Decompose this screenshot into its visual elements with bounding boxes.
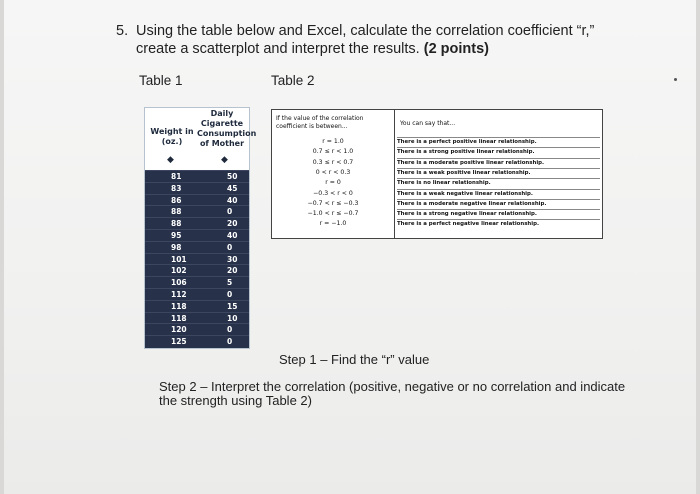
consumption-cell: 10 xyxy=(227,313,238,323)
weight-cell: 101 xyxy=(171,254,187,264)
table1-row xyxy=(145,253,249,265)
consumption-cell: 40 xyxy=(227,231,238,240)
weight-cell: 88 xyxy=(171,219,182,229)
condition-cell: r = 0 xyxy=(325,179,341,187)
consumption-cell: 0 xyxy=(227,325,233,335)
weight-cell: 95 xyxy=(171,231,182,240)
interpretation-cell: There is a weak negative linear relationship. xyxy=(397,189,600,199)
table1-row xyxy=(145,288,249,300)
table1-col1-header: Weight in (oz.) xyxy=(150,127,194,146)
interpretation-cell: There is a strong negative linear relationship. xyxy=(397,209,600,219)
weight-cell: 106 xyxy=(171,278,187,288)
step2-text xyxy=(159,379,626,408)
condition-cell: r = 1.0 xyxy=(322,138,344,145)
question-points: (2 points) xyxy=(423,41,489,57)
consumption-cell: 0 xyxy=(227,337,233,347)
consumption-cell: 40 xyxy=(227,195,238,205)
consumption-cell: 0 xyxy=(227,290,233,299)
weight-cell: 112 xyxy=(171,290,187,299)
weight-cell: 102 xyxy=(171,266,187,276)
table1-row xyxy=(145,300,249,312)
table1-col2-header: Daily Cigarette Consumption of Mother xyxy=(197,109,257,148)
table1-row xyxy=(145,264,249,276)
consumption-cell: 50 xyxy=(227,172,238,181)
weight-cell: 120 xyxy=(171,325,187,335)
consumption-cell: 30 xyxy=(227,254,238,264)
consumption-cell: 20 xyxy=(227,219,238,229)
table1-row xyxy=(145,194,249,206)
consumption-cell: 15 xyxy=(227,301,238,311)
consumption-cell: 20 xyxy=(227,266,238,276)
table2-interpretation-column xyxy=(395,110,602,238)
interpretation-cell: There is a moderate positive linear relationship. xyxy=(397,158,600,168)
consumption-cell: 0 xyxy=(227,242,233,252)
question-number: 5. xyxy=(116,23,129,39)
interpretation-cell: There is a perfect negative linear relationship. xyxy=(397,219,600,229)
step2-line2: the strength using Table 2) xyxy=(159,393,312,408)
table1-row xyxy=(145,323,249,335)
table2-header-right: You can say that... xyxy=(400,120,456,127)
table1-row xyxy=(145,170,249,182)
step1-text: Step 1 – Find the “r” value xyxy=(279,352,430,367)
table1-row xyxy=(145,312,249,324)
table2-header-left: If the value of the correlation coefficient is between... xyxy=(276,115,364,130)
table1-row xyxy=(145,205,249,217)
interpretation-cell: There is a weak positive linear relationship. xyxy=(397,168,600,178)
weight-cell: 125 xyxy=(171,337,187,347)
consumption-cell: 0 xyxy=(227,207,233,217)
condition-cell: 0.7 ≤ r < 1.0 xyxy=(312,148,354,156)
filter-arrow-icon[interactable]: ◆ xyxy=(221,155,228,165)
step2-line1: Step 2 – Interpret the correlation (positive, negative or no correlation and indicate xyxy=(159,379,626,394)
weight-cell: 86 xyxy=(171,195,182,205)
table1-label: Table 1 xyxy=(139,73,183,88)
condition-cell: −0.7 < r ≤ −0.3 xyxy=(307,199,359,207)
weight-cell: 118 xyxy=(171,313,187,323)
worksheet-page xyxy=(4,0,696,494)
condition-cell: 0.3 ≤ r < 0.7 xyxy=(312,158,354,166)
consumption-cell: 5 xyxy=(227,278,233,288)
table1-row xyxy=(145,182,249,194)
table2 xyxy=(271,109,603,239)
weight-cell: 98 xyxy=(171,242,182,252)
weight-cell: 83 xyxy=(171,183,182,193)
table1-row xyxy=(145,276,249,288)
condition-cell: −0.3 < r < 0 xyxy=(313,189,353,197)
weight-cell: 88 xyxy=(171,207,182,217)
filter-arrow-icon[interactable]: ◆ xyxy=(167,155,174,165)
condition-cell: −1.0 < r ≤ −0.7 xyxy=(307,210,359,218)
interpretation-cell: There is no linear relationship. xyxy=(397,178,600,188)
table1-header xyxy=(145,108,257,170)
table2-label: Table 2 xyxy=(271,73,315,88)
weight-cell: 81 xyxy=(171,172,182,181)
table2-condition-column xyxy=(272,110,395,238)
question-text-wrap xyxy=(136,22,636,58)
interpretation-cell: There is a moderate negative linear relationship. xyxy=(397,199,600,209)
table1-row xyxy=(145,217,249,229)
table1-row xyxy=(145,335,249,347)
condition-cell: r = −1.0 xyxy=(319,220,347,228)
interpretation-cell: There is a strong positive linear relationship. xyxy=(397,147,600,157)
table1-row xyxy=(145,241,249,253)
table1 xyxy=(144,107,257,349)
interpretation-cell: There is a perfect positive linear relationship. xyxy=(397,137,600,147)
table1-body xyxy=(145,170,249,348)
question-text: Using the table below and Excel, calculate the correlation coefficient “r,” create a scatterplot and interpret the results. xyxy=(136,23,595,57)
table1-row xyxy=(145,229,249,241)
paper-mark xyxy=(674,78,677,81)
consumption-cell: 45 xyxy=(227,183,238,193)
weight-cell: 118 xyxy=(171,301,187,311)
condition-cell: 0 < r < 0.3 xyxy=(315,168,351,176)
